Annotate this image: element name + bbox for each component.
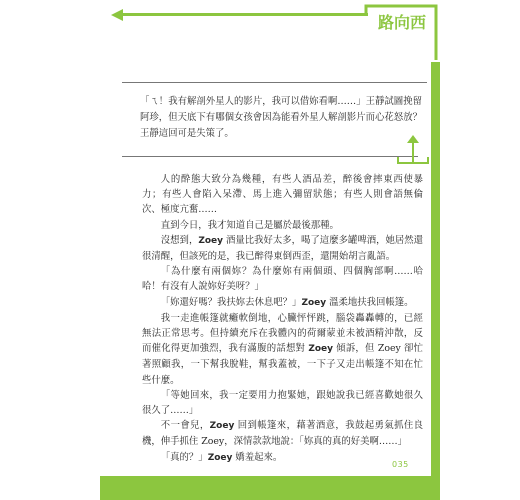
page-number: 035 — [392, 460, 409, 469]
paragraph: 人的酔態大致分為幾種，有些人酒品差，醉後會摔東西使暴力；有些人會陷入呆滯、馬上進入彌留狀態；有些人則會語無倫次、極度亢奮…… — [142, 174, 423, 216]
logo-text: 路向西 — [378, 13, 427, 32]
paragraph: 直到今日，我才知道自己是屬於最後那種。 — [160, 219, 339, 231]
green-frame-bottom — [100, 476, 440, 500]
paragraph: 「為什麼有兩個妳？為什麼妳有兩個頭、四個胸部啊……哈哈！有沒有人說妳好美呀？」 — [142, 266, 423, 293]
quote-text: 「ㄟ！我有解剖外星人的影片，我可以借妳看啊……」王靜試圖挽留阿珍，但天底下有哪個女孩會因為能看外星人解剖影片而心花怒放？王靜這回可是失策了。 — [140, 96, 422, 139]
green-frame-right — [431, 62, 440, 500]
header-rule — [122, 13, 368, 16]
up-arrow-icon — [396, 134, 430, 166]
quote-bottom-rule — [122, 156, 418, 157]
paragraph: 沒想到，Zoey 酒量比我好太多，喝了這麼多罐啤酒，她居然還很清醒，但該死的是，我已醉得東倒西歪，還開始胡言亂語。 — [142, 234, 423, 263]
paragraph: 「真的？」Zoey 嬌羞起來。 — [160, 451, 283, 463]
paragraph: 「妳還好嗎？我扶妳去休息吧？」Zoey 溫柔地扶我回帳篷。 — [160, 296, 414, 308]
body-text — [142, 172, 423, 466]
paragraph: 我一走進帳篷就癱軟倒地，心臟怦怦跳，腦袋轟轟轉的，已經無法正常思考。但持續充斥在我體內的荷爾蒙並未被酒精沖散，反而催化得更加強烈，我有滿腹的話想對 Zoey 傾訴，但 Zoey 卻忙著照顧我，一下幫我脫鞋，幫我蓋被，一下子又走出帳篷不知在忙些什麼。 — [142, 312, 423, 386]
quote-top-rule — [122, 82, 427, 83]
paragraph: 「等她回來，我一定要用力抱緊她，跟她說我已經喜歡她很久很久了……」 — [142, 389, 423, 417]
paragraph: 不一會兒，Zoey 回到帳篷來，藉著酒意，我鼓起勇氣抓住良機，伸手抓住 Zoey，深情款款地說：「妳真的真的好美啊……」 — [142, 420, 423, 448]
